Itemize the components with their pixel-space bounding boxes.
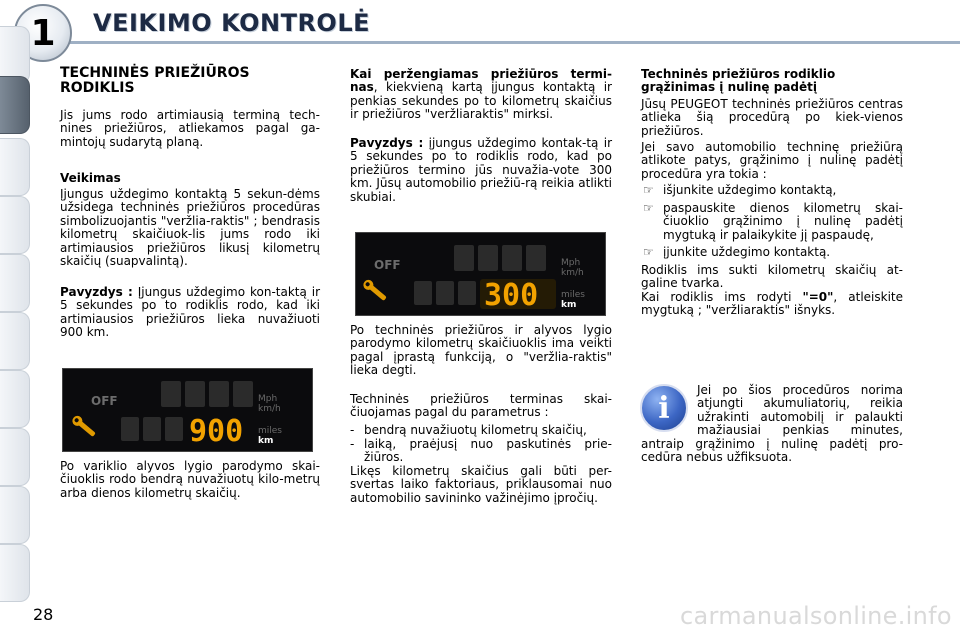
header-rule — [62, 41, 960, 44]
example-body: Įjungus uždegimo kon-taktą ir 5 sekundes po to rodiklis rodo, kad iki artimiausios priežiūros lieka nuvažiuoti 900 km. — [60, 285, 321, 340]
wrench-icon — [70, 414, 97, 439]
odometer-display-900 — [62, 368, 313, 452]
chapter-badge: 1 — [14, 4, 72, 62]
svg-text:Mph: Mph — [258, 394, 278, 404]
reset-heading: Techninės priežiūros rodiklio grąžinimas į nulinę padėtį — [641, 67, 836, 95]
side-tab-8[interactable] — [0, 428, 30, 486]
closing-text: Likęs kilometrų skaičius gali būti per-svertas laiko faktoriaus, priklausomai nuo automobilio savininko važinėjimo įpročių. — [350, 464, 612, 505]
odometer-display-300 — [355, 232, 606, 316]
caption-1: Po variklio alyvos lygio parodymo skai-čiuoklis rodo bendrą nuvažiuotų kilo-metrų arba dienos kilometrų skaičių. — [60, 459, 320, 500]
svg-text:miles: miles — [258, 426, 282, 436]
page-number: 28 — [33, 605, 54, 624]
svg-text:km/h: km/h — [258, 404, 281, 414]
svg-text:km/h: km/h — [561, 268, 584, 278]
pointing-hand-icon: ☞ — [643, 245, 654, 259]
odometer-value: 900 — [189, 414, 244, 449]
side-tab-4[interactable] — [0, 196, 30, 254]
caption-2: Po techninės priežiūros ir alyvos lygio parodymo kilometrų skaičiuoklis ima veikti pagal įprastą funkciją, o "veržlia-raktis" lieka degti. — [350, 323, 612, 378]
page-title: VEIKIMO KONTROLĖ — [93, 9, 371, 37]
example-label-2: Pavyzdys : — [350, 136, 424, 150]
terms-item-1: - bendrą nuvažiuotų kilometrų skaičių, — [350, 423, 587, 437]
side-tab-active[interactable] — [0, 76, 30, 134]
side-tab-9[interactable] — [0, 486, 30, 544]
reset-p1: Jūsų PEUGEOT techninės priežiūros centras atlieka šią procedūrą po kiek-vienos priežiūros. — [641, 97, 903, 138]
overdue-bold: Kai peržengiamas priežiūros termi-nas — [350, 67, 612, 95]
side-tab-3[interactable] — [0, 138, 30, 196]
reset-p2: Jei savo automobilio techninę priežiūrą atlikote patys, grąžinimo į nulinę padėtį procedūra yra tokia : — [641, 140, 903, 181]
off-label: OFF — [91, 394, 118, 408]
svg-text:km: km — [258, 436, 274, 446]
reset-step-3: ☞ įjunkite uždegimo kontaktą. — [643, 245, 831, 259]
reset-p4: Kai rodiklis ims rodyti "=0", atleiskite mygtuką ; "veržliaraktis" išnyks. — [641, 290, 903, 318]
veikimas-title: Veikimas — [60, 171, 121, 185]
svg-text:miles: miles — [561, 290, 585, 300]
terms-item-2: - laiką, praėjusį nuo paskutinės prie-žiūros. — [350, 437, 612, 465]
side-tab-5[interactable] — [0, 254, 30, 312]
example-900-text — [60, 286, 320, 340]
terms-intro: Techninės priežiūros terminas skai-čiuojamas pagal du parametrus : — [350, 392, 612, 420]
example-label: Pavyzdys : — [60, 285, 133, 299]
reset-p3: Rodiklis ims sukti kilometrų skaičių at-galine tvarka. — [641, 263, 903, 291]
pointing-hand-icon: ☞ — [643, 183, 654, 197]
svg-text:Mph: Mph — [561, 258, 581, 268]
overdue-body: , kiekvieną kartą įjungus kontaktą ir penkias sekundes po to kilometrų skaičius ir priežiūros "veržliaraktis" mirksi. — [350, 80, 612, 122]
note-text: Jei po šios procedūros norima atjungti akumuliatorių, reikia užrakinti automobilį ir palaukti mažiausiai penkias minutes, antraip grąžinimo į nulinę padėtį pro-cedūra nebus užfiksuota. — [641, 383, 903, 465]
example-300-text — [350, 137, 612, 204]
svg-text:km: km — [561, 300, 577, 310]
pointing-hand-icon: ☞ — [643, 201, 654, 215]
info-icon: i — [640, 384, 688, 432]
side-tab-6[interactable] — [0, 312, 30, 370]
wrench-icon — [361, 278, 388, 303]
overdue-text — [350, 68, 612, 122]
reset-step-1: ☞ išjunkite uždegimo kontaktą, — [643, 183, 837, 197]
odometer-value-2: 300 — [484, 278, 539, 313]
example-body-2: įjungus uždegimo kontak-tą ir 5 sekundes po to rodiklis rodo, kad po priežiūros termino jūs nuvažia-vote 300 km. Jūsų automobilio priežiū-rą reikia atlikti skubiai. — [350, 136, 612, 204]
off-label-2: OFF — [374, 258, 401, 272]
reset-step-2: ☞ paspauskite dienos kilometrų skai-čiuoklio grąžinimo į nulinę padėtį mygtuką ir palaikykite jį paspaudę, — [643, 201, 903, 242]
intro-text: Jis jums rodo artimiausią terminą tech-nines priežiūros, atliekamos pagal ga-mintojų sudarytą planą. — [60, 108, 320, 149]
side-tab-7[interactable] — [0, 370, 30, 428]
veikimas-text: Įjungus uždegimo kontaktą 5 sekun-dėms užsidega techninės priežiūros procedūras simbolizuojantis "veržlia-raktis" ; bendrasis kilometrų skaičiuok-lis jums rodo iki artimiausios priežiūros likusį kilometrų skaičių (suapvalintą). — [60, 187, 320, 269]
side-tab-10[interactable] — [0, 544, 30, 602]
section-heading: TECHNINĖS PRIEŽIŪROS RODIKLIS — [60, 65, 250, 96]
watermark: carmanualsonline.info — [680, 602, 952, 630]
